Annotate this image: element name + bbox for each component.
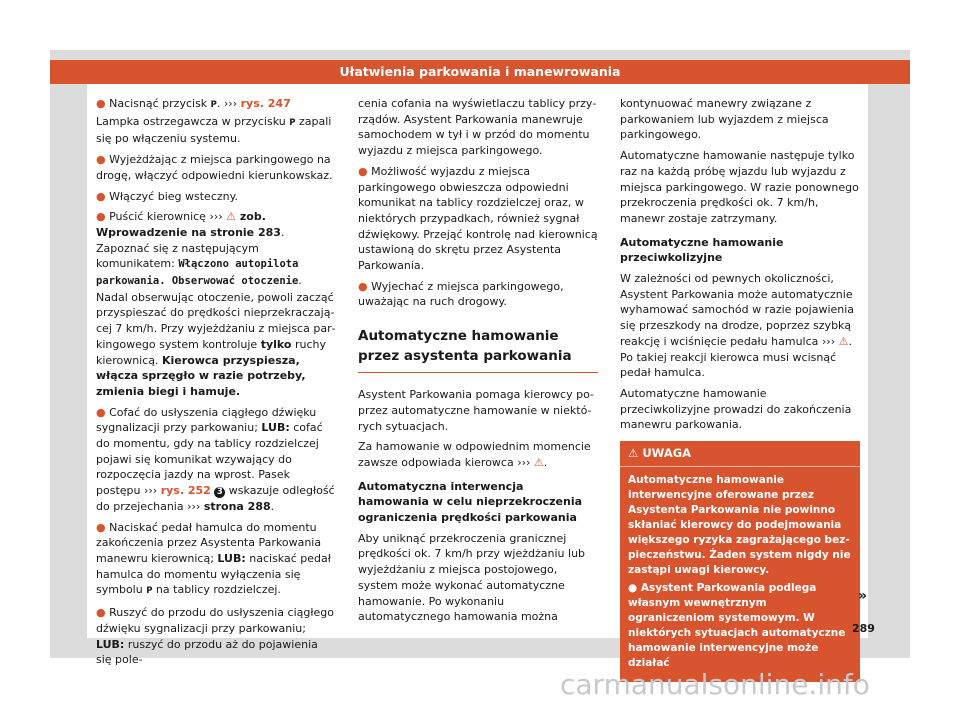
warning-triangle-icon: ⚠: [628, 446, 639, 461]
parking-assist-icon: P: [289, 117, 296, 128]
step-reverse-gear: ● Włączyć bieg wsteczny.: [96, 189, 239, 203]
continue-arrow-icon: »: [858, 588, 868, 604]
subheading: Automatyczne hamowanie przeciwkolizyjne: [620, 235, 784, 265]
bullet: ●: [96, 153, 106, 167]
bullet: ●: [628, 582, 638, 595]
ref-page-288[interactable]: strona 288: [203, 499, 271, 513]
bullet: ●: [96, 97, 106, 110]
paragraph: Za hamowanie w odpowiednim momencie zawsze odpowiada kierowca ››› ⚠.: [358, 440, 591, 469]
paragraph: Asystent Parkowania pomaga kierowcy poprzez automatyczne hamowanie w niektórych sytuacjach.: [358, 388, 594, 433]
paragraph: Automatyczne hamowanie następuje tylko raz na każdą próbę wjazdu lub wyjazdu z miejsca parkingowego. W razie ponownego przekroczenia prędkości ok. 7 km/h, manewr zostaje zatrzymany.: [620, 149, 859, 225]
bullet: ●: [358, 279, 368, 293]
warning-text: Automatyczne hamowanie interwencyjne oferowane przez Asystenta Parkowania nie powinno skłaniać kierowcy do podejmowania większego ryzyka zagrażającego bezpieczeństwu. Żaden system nigdy nie zastąpi uwagi kierowcy.: [628, 474, 851, 577]
step-release-wheel: ● Puścić kierownicę ››› ⚠ zob. Wprowadzenie na stronie 283. Zapoznać się z następującym komunikatem: Włączono autopilota parkowania. Obserwować otoczenie. Nadal obserwując otoczenie, powoli zacząć przyspieszać do prędkości nieprzekraczającej 7 km/h. Przy wyjeżdżaniu z miejsca parkingowego system kontroluje tylko ruchy kierownicą. Kierowca przyspiesza, włącza sprzęgło w razie potrzeby, zmienia biegi i hamuje.: [96, 210, 336, 398]
step-brake: ● Naciskać pedał hamulca do momentu zakończenia przez Asystenta Parkowania manewru kierownicą; LUB: naciskać pedał hamulca do momentu wyłączenia się symbolu P na tablicy rozdzielczej.: [96, 520, 331, 597]
bullet: ●: [358, 164, 368, 178]
warning-title: ⚠ UWAGA: [620, 441, 860, 467]
bullet: ●: [96, 405, 106, 419]
warning-triangle-icon: ⚠: [226, 210, 237, 224]
subheading: Automatyczna interwencja hamowania w celu nieprzekroczenia ograniczenia prędkości parkowania: [358, 479, 583, 525]
paragraph: cenia cofania na wyświetlaczu tablicy przyrządów. Asystent Parkowania manewruje samochodem w tył i w przód do momentu wyjazdu z miejsca parkingowego.: [358, 97, 597, 158]
section-title: Automatyczne hamowanie przez asystenta parkowania: [358, 326, 598, 373]
step-forward: ● Ruszyć do przodu do usłyszenia ciągłego dźwięku sygnalizacji przy parkowaniu; LUB: ruszyć do przodu aż do pojawienia się pole-: [96, 606, 334, 667]
callout-number: 3: [214, 487, 225, 498]
watermark: carmanualsonline.info: [560, 668, 870, 701]
paragraph: Automatyczne hamowanie przeciwkolizyjne prowadzi do zakończenia manewru parkowania.: [620, 386, 852, 432]
paragraph: W zależności od pewnych okoliczności, Asystent Parkowania może automatycznie wyhamować samochód w razie pojawienia się przeszkody na drodze, poprzez szybką reakcję i wciśnięcie pedału hamulca ››› ⚠. Po takiej reakcji kierowca musi wcisnąć pedał hamulca.: [620, 272, 855, 380]
bullet: ●: [96, 210, 106, 224]
warning-box: [620, 441, 860, 682]
warning-triangle-icon: ⚠: [533, 455, 544, 469]
display-message: Włączono autopilota parkowania. Obserwować otoczenie: [96, 258, 299, 288]
ref-fig-252[interactable]: rys. 252: [160, 484, 211, 498]
paragraph: kontynuować manewry związane z parkowaniem lub wyjazdem z miejsca parkingowego.: [620, 97, 829, 142]
column-2: [358, 96, 598, 630]
warning-triangle-icon: ⚠: [838, 334, 849, 348]
column-1: [96, 96, 336, 673]
step-indicator: ● Wyjeżdżając z miejsca parkingowego na drogę, włączyć odpowiedni kierunkowskaz.: [96, 153, 333, 182]
ref-intro[interactable]: zob. Wprowadzenie na stronie 283: [96, 210, 281, 239]
parking-assist-symbol-icon: P: [146, 586, 153, 597]
column-3: [620, 96, 860, 682]
step-drive-out: ● Wyjechać z miejsca parkingowego, uważając na ruch drogowy.: [358, 279, 564, 309]
warning-text: ● Asystent Parkowania podlega własnym wewnętrznym ograniczeniom systemowym. W niektórych sytuacjach automatyczne hamowanie interwencyjne może działać: [628, 582, 846, 670]
step-reverse: ● Cofać do usłyszenia ciągłego dźwięku sygnalizacji przy parkowaniu; LUB: cofać do momentu, gdy na tablicy rozdzielczej pojawi się komunikat wzywający do rozpoczęcia jazdy na wprost. Pasek postępu ››› rys. 252 3 wskazuje odległość do przejechania ››› strona 288.: [96, 405, 335, 513]
ref-fig-247[interactable]: rys. 247: [240, 97, 291, 110]
step-exit-message: ● Możliwość wyjazdu z miejsca parkingowego obwieszcza odpowiedni komunikat na tablicy rozdzielczej oraz, w niektórych przypadkach, również sygnał dźwiękowy. Przejąć kontrolę nad kierownicą ustawioną do skrętu przez Asystenta Parkowania.: [358, 164, 598, 273]
page-number: 289: [852, 622, 875, 635]
step-press-button: ● Nacisnąć przycisk P. ››› rys. 247 Lampka ostrzegawcza w przycisku P zapali się po włączeniu systemu.: [96, 97, 332, 146]
parking-assist-icon: P: [210, 100, 217, 110]
bullet: ●: [96, 189, 106, 203]
bullet: ●: [96, 520, 106, 534]
page-header: Ułatwienia parkowania i manewrowania: [50, 60, 910, 84]
bullet: ●: [96, 606, 106, 620]
paragraph: Aby uniknąć przekroczenia granicznej prędkości ok. 7 km/h przy wjeżdżaniu lub wyjeżdżaniu z miejsca postojowego, system może wykonać automatyczne hamowanie. Po wykonaniu automatycznego hamowania można: [358, 531, 586, 624]
